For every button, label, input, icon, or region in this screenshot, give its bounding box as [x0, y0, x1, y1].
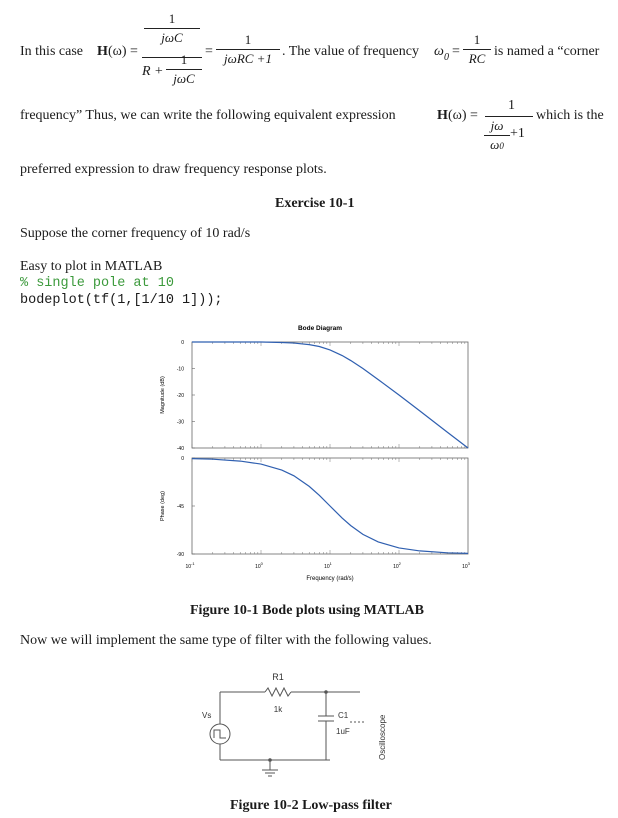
scope-label: Oscilloscope [378, 714, 387, 760]
para1-omega-arg: (ω) = [108, 44, 138, 59]
para1-eq2: = [452, 44, 460, 59]
y-tick-label: -90 [176, 552, 184, 558]
phase-panel [160, 456, 468, 558]
para2-plus: +1 [510, 126, 525, 141]
para1-frac2-num: 1 [244, 32, 252, 47]
fraction-bar [216, 49, 280, 50]
para2-omega-arg: (ω) = [448, 108, 478, 123]
magnitude-x-ticks [192, 342, 465, 448]
figure2-caption: Figure 10-2 Low-pass filter [230, 798, 392, 813]
y-tick-label: 0 [181, 340, 184, 346]
para1-frac3-num: 1 [473, 32, 481, 47]
y-tick-label: 0 [181, 456, 184, 462]
para2-inner-den-wrap [484, 138, 510, 153]
fraction-bar [484, 135, 510, 136]
para1-frac1-jwc: jωC [161, 30, 183, 45]
code-line: bodeplot(tf(1,[1/10 1])); [20, 293, 223, 308]
para2-inner-num: jω [490, 118, 504, 133]
para2-num: 1 [508, 98, 515, 113]
magnitude-series-line [192, 342, 468, 448]
y-tick-label: -40 [176, 446, 184, 452]
exercise-text: Suppose the corner frequency of 10 rad/s [20, 226, 251, 241]
para1-frac1-inner [166, 53, 202, 86]
para2-H: H [437, 108, 448, 123]
y-tick-label: -45 [176, 504, 184, 510]
phase-series-line [192, 459, 468, 554]
para1-omega0: ω [434, 44, 444, 59]
x-tick-label: $10^1$ [324, 561, 332, 570]
x-tick-label: $10^2$ [393, 561, 401, 570]
figure1-caption: Figure 10-1 Bode plots using MATLAB [190, 603, 425, 618]
para1-frac1-inner-den: jωC [173, 71, 195, 86]
chart-title: Bode Diagram [297, 325, 343, 332]
para2-tail: which is the [536, 108, 604, 123]
y-tick-label: -20 [176, 393, 184, 399]
x-tick-label: $10^3$ [462, 561, 470, 570]
para1-frac2-den: jωRC +1 [224, 51, 272, 66]
phase-ylabel: Phase (deg) [160, 491, 166, 521]
r-label: R1 [272, 672, 284, 682]
para1-frac1-inner-num: 1 [180, 52, 188, 67]
phase-x-ticks [192, 458, 465, 554]
code-comment: % single pole at 10 [20, 276, 174, 291]
para1-lead: In this case [20, 44, 83, 59]
x-tick-labels [185, 561, 470, 570]
para1-frac1-num: 1 [168, 11, 176, 26]
para1-frac2 [216, 33, 280, 66]
chart-xlabel: Frequency (rad/s) [306, 576, 354, 582]
y-tick-label: -30 [176, 419, 184, 426]
c-value: 1uF [336, 727, 350, 736]
x-tick-label: $10^0$ [255, 561, 263, 570]
para1-omega0-sub: 0 [444, 52, 449, 63]
fraction-bar [166, 69, 202, 70]
junction-dot [268, 758, 272, 762]
para2-inner-den-sub: 0 [499, 141, 504, 151]
r-value: 1k [273, 705, 283, 714]
magnitude-axes-frame [192, 342, 468, 448]
para1-frac1-R: R + [142, 64, 164, 79]
low-pass-circuit [190, 660, 410, 778]
c-label: C1 [338, 711, 349, 720]
para2-inner-frac [484, 119, 510, 153]
magnitude-ylabel: Magnitude (dB) [160, 376, 166, 414]
matlab-intro: Easy to plot in MATLAB [20, 259, 163, 274]
para1-H: H [97, 44, 108, 59]
para2-lead: frequency” Thus, we can write the following equivalent expression [20, 108, 396, 123]
junction-dot [324, 690, 328, 694]
resistor-symbol [265, 688, 291, 696]
magnitude-panel [160, 340, 468, 452]
para2-inner-den: ω [490, 137, 500, 152]
fraction-bar [144, 28, 200, 29]
para1-tail: is named a “corner [494, 44, 600, 59]
paragraph-3: preferred expression to draw frequency response plots. [20, 162, 327, 177]
para1-frac1 [144, 12, 200, 45]
x-tick-label: $10^{-1}$ [185, 561, 195, 570]
paragraph-4: Now we will implement the same type of filter with the following values. [20, 633, 432, 648]
para1-frac3 [463, 33, 491, 66]
para1-mid: . The value of frequency [282, 44, 419, 59]
para1-frac3-den: RC [468, 51, 486, 66]
bode-plot [150, 318, 480, 588]
para1-eq: = [205, 44, 213, 59]
exercise-heading: Exercise 10-1 [275, 196, 355, 211]
pulse-icon [214, 730, 226, 738]
fraction-bar [485, 116, 533, 117]
y-tick-label: -10 [176, 366, 184, 373]
source-label: Vs [202, 711, 212, 720]
fraction-bar [463, 49, 491, 50]
